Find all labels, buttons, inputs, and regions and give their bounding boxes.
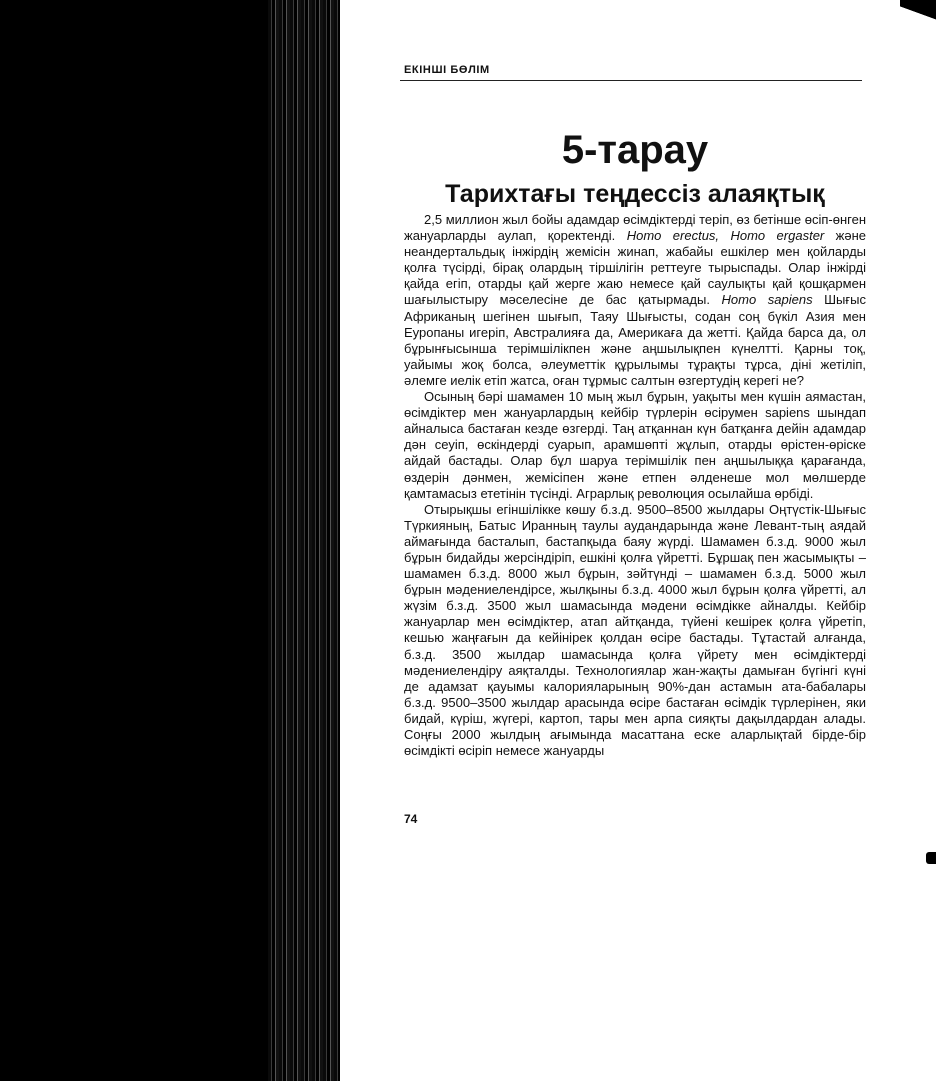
paragraph-2: Осының бәрі шамамен 10 мың жыл бұрын, уақыты мен күшін аямастан, өсімдіктер мен жануарлардың кейбір түрлерін өсірумен sapiens шындап айналыса бастаған кезде өзгерді. Таң атқаннан күн батқанға дейін адамдар дән сеуіп, өскіндерді суарып, арамшөпті жұлып, отарды өрістен-өріске айдай бастады. Олар бұл шаруа терімшілік пен аңшылыққа қарағанда, өздерін дәнмен, жемісіпен және етпен әлденеше мол мөлшерде қамтамасыз ететінін түсінді. Аграрлық революция осылайша өрбіді. xyxy=(404,389,866,501)
p1-text-c: және неандертальдық інжірдің жемісін жинап, жабайы ешкілер мен қойларды қолға түсірді, бірақ олардың тіршілігін реттеуге тырыспады. Олар інжірді қайда егіп, отарды қай жерге жаю немесе қай саулықты қай қошқармен шағылыстыру мәселесіне де бас қатырмады. xyxy=(404,228,867,308)
running-head: ЕКІНШІ БӨЛІМ xyxy=(404,64,490,76)
scan-dark-margin xyxy=(0,0,268,1081)
page-number: 74 xyxy=(404,812,418,826)
body-text xyxy=(404,212,866,759)
header-rule xyxy=(400,80,862,81)
scan-edge-artifact xyxy=(926,852,936,864)
chapter-number: 5-тарау xyxy=(561,128,709,172)
p1-text-a: 2,5 миллион жыл бойы адамдар өсімдіктерді теріп, өз бетінше өсіп-өнген жануарларды аулап, қоректенді. xyxy=(404,212,866,244)
p1-italic-sapiens: Homo sapiens xyxy=(721,292,813,308)
book-spine xyxy=(268,0,340,1081)
chapter-title: Тарихтағы теңдессіз алаяқтық xyxy=(445,180,825,208)
scan-corner-artifact xyxy=(900,0,936,22)
p1-italic-species: Homo erectus, Homo ergaster xyxy=(626,228,825,244)
paragraph-1 xyxy=(404,212,866,389)
p1-text-e: Шығыс Африканың шегінен шығып, Таяу Шығысты, содан соң бүкіл Азия мен Еуропаны игеріп, Австралияға да, Америкаға да жетті. Қайда барса да, ол бұрынғысынша терімшілікпен және аңшылықпен күнелтті. Қарны тоқ, уайымы жоқ болса, әлеуметтік құрылымы тұрақты тұрса, діні жетіліп, әлемге иелік етіп жатса, оған тұрмыс салтын өзгертудің керегі не? xyxy=(404,292,866,388)
paragraph-3: Отырықшы егіншілікке көшу б.з.д. 9500–8500 жылдары Оңтүстік-Шығыс Түркияның, Батыс Иранның таулы аудандарында және Левант-тың аядай аймағында басталып, бастапқыда баяу жүрді. Шамамен б.з.д. 9000 жыл бұрын бидайды жерсіндіріп, ешкіні қолға үйретті. Бұршақ пен жасымықты – шамамен б.з.д. 8000 жыл бұрын, зәйтүнді – шамамен б.з.д. 5000 жыл бұрын мәдениелендірсе, жылқыны б.з.д. 4000 жыл бұрын қолға үйретті, ал жүзім б.з.д. 3500 жыл шамасында мәдени өсімдікке айналды. Кейбір жануарлар мен өсімдіктер, атап айтқанда, түйені кешірек қолға үйретіп, кешью жаңғағын да кейінірек қолдан өсіре бастады. Тұтастай алғанда, б.з.д. 3500 жылдар шамасында қолға үйрету мен өсімдіктерді мәдениелендіру аяқталды. Технологиялар жан-жақты дамыған бүгінгі күні де адамзат қауымы калорияларының 90%-дан астамын ата-бабалары б.з.д. 9500–3500 жылдар арасында өсіре бастаған өсімдік түрлерінен, яки бидай, күріш, жүгері, картоп, тары мен арпа сияқты дақылдардан алады. Соңғы 2000 жылдың ағымында масаттана еске аларлықтай бірде-бір өсімдікті өсіріп немесе жануарды xyxy=(404,501,866,759)
